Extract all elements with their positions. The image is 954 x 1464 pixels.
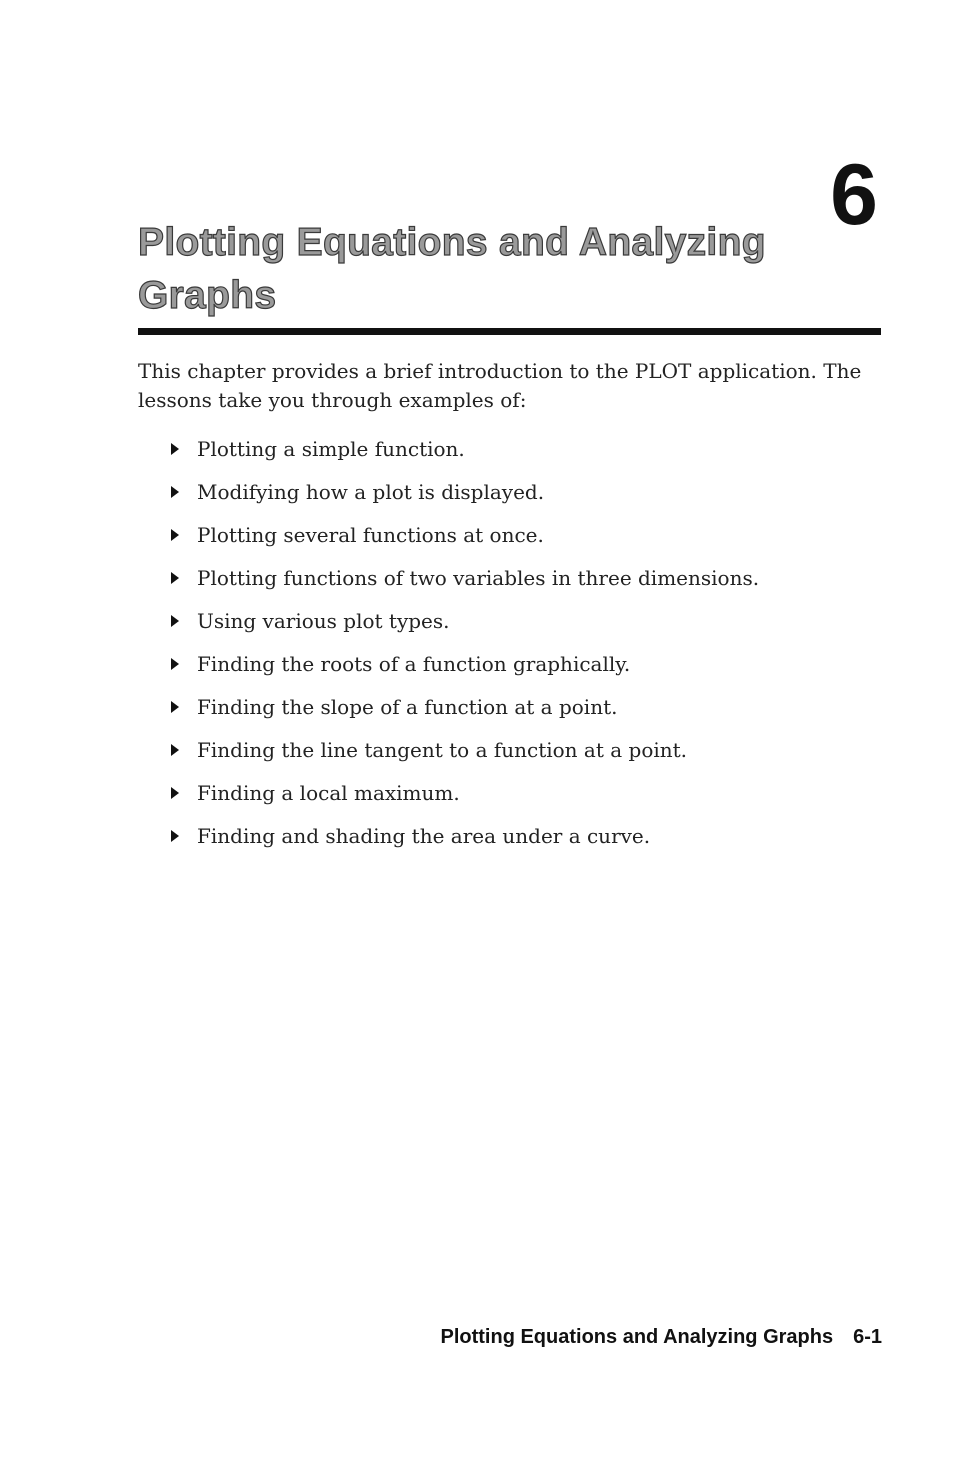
list-item	[171, 470, 871, 513]
list-item	[171, 427, 871, 470]
list-item	[171, 642, 871, 685]
bullet-arrow-icon	[171, 701, 179, 713]
bullet-arrow-icon	[171, 744, 179, 756]
chapter-title: Plotting Equations and Analyzing Graphs	[138, 221, 766, 317]
list-item-text: Plotting several functions at once.	[197, 522, 544, 547]
bullet-arrow-icon	[171, 787, 179, 799]
list-item-text: Modifying how a plot is displayed.	[197, 479, 545, 504]
list-item	[171, 728, 871, 771]
list-item-text: Plotting functions of two variables in three dimensions.	[197, 565, 760, 590]
title-rule	[138, 328, 881, 335]
list-item	[171, 814, 871, 857]
list-item	[171, 556, 871, 599]
list-item-text: Using various plot types.	[197, 608, 450, 633]
bullet-arrow-icon	[171, 529, 179, 541]
bullet-arrow-icon	[171, 658, 179, 670]
list-item	[171, 771, 871, 814]
bullet-arrow-icon	[171, 830, 179, 842]
bullet-arrow-icon	[171, 572, 179, 584]
list-item-text: Finding and shading the area under a curve.	[197, 823, 651, 848]
chapter-number: 6	[830, 147, 878, 243]
bullet-arrow-icon	[171, 486, 179, 498]
bullet-arrow-icon	[171, 443, 179, 455]
list-item	[171, 685, 871, 728]
intro-paragraph: This chapter provides a brief introduction to the PLOT application. The lessons take you through examples of:	[138, 359, 862, 412]
list-item-text: Finding the line tangent to a function at a point.	[197, 737, 688, 762]
footer-running-title: Plotting Equations and Analyzing Graphs	[440, 1326, 834, 1348]
list-item-text: Plotting a simple function.	[197, 436, 465, 461]
list-item-text: Finding the roots of a function graphically.	[197, 651, 631, 676]
list-item-text: Finding the slope of a function at a point.	[197, 694, 618, 719]
bullet-arrow-icon	[171, 615, 179, 627]
list-item	[171, 599, 871, 642]
list-item-text: Finding a local maximum.	[197, 780, 460, 805]
topic-list	[171, 427, 871, 857]
page-footer	[440, 1326, 882, 1349]
footer-page-number: 6-1	[853, 1326, 882, 1348]
list-item	[171, 513, 871, 556]
